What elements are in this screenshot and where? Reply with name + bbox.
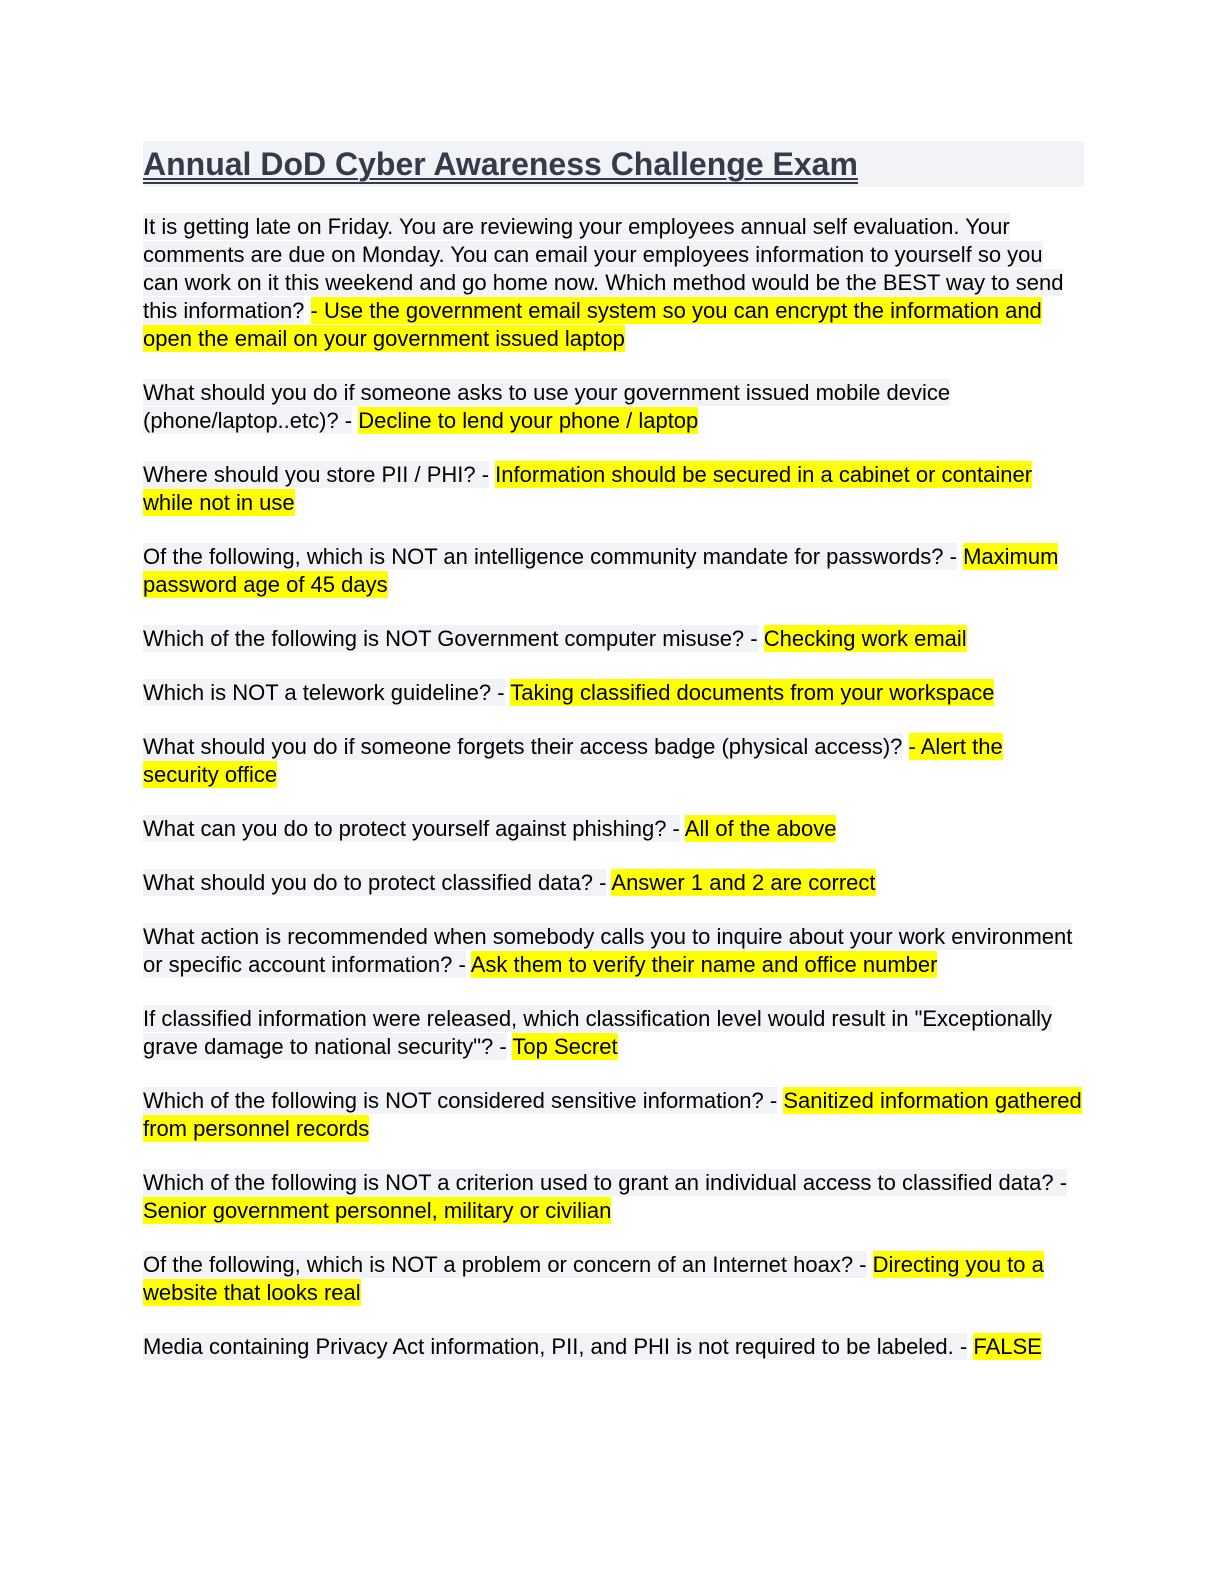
question-text: Which of the following is NOT a criterion used to grant an individual access to classified data? - (143, 1170, 1068, 1195)
question-text: Of the following, which is NOT an intelligence community mandate for passwords? - (143, 544, 957, 569)
qa-item (143, 543, 1084, 599)
question-text: Which of the following is NOT Government computer misuse? - (143, 626, 758, 651)
question-text: Media containing Privacy Act information, PII, and PHI is not required to be labeled. - (143, 1334, 968, 1359)
qa-item (143, 1251, 1084, 1307)
answer-highlight: Checking work email (763, 626, 967, 651)
question-text: What should you do if someone asks to use your government issued mobile device (phone/laptop..etc)? - (143, 380, 951, 433)
qa-item (143, 379, 1084, 435)
answer-highlight: FALSE (973, 1334, 1042, 1359)
answer-highlight: Ask them to verify their name and office number (470, 952, 938, 977)
answer-highlight: Taking classified documents from your workspace (510, 680, 995, 705)
qa-item (143, 1333, 1084, 1361)
answer-highlight: Top Secret (512, 1034, 618, 1059)
qa-item (143, 1087, 1084, 1143)
answer-highlight: - Use the government email system so you can encrypt the information and open the email on your government issued laptop (143, 298, 1042, 351)
page-title (143, 141, 1084, 187)
qa-item (143, 923, 1084, 979)
qa-item (143, 815, 1084, 843)
question-text: What should you do if someone forgets their access badge (physical access)? (143, 734, 903, 759)
question-text: Where should you store PII / PHI? - (143, 462, 490, 487)
qa-item (143, 679, 1084, 707)
answer-highlight: All of the above (684, 816, 837, 841)
answer-highlight: - Alert the security office (143, 734, 1003, 787)
question-text: Which is NOT a telework guideline? - (143, 680, 505, 705)
qa-item (143, 213, 1084, 353)
question-text: Of the following, which is NOT a problem or concern of an Internet hoax? - (143, 1252, 867, 1277)
qa-item (143, 733, 1084, 789)
qa-item (143, 625, 1084, 653)
question-text: What action is recommended when somebody calls you to inquire about your work environment or specific account information? - (143, 924, 1073, 977)
answer-highlight: Sanitized information gathered from personnel records (143, 1088, 1082, 1141)
question-text: What should you do to protect classified data? - (143, 870, 607, 895)
page-title-text: Annual DoD Cyber Awareness Challenge Exam (143, 146, 858, 182)
question-text: If classified information were released, which classification level would result in "Exceptionally grave damage to national security"? - (143, 1006, 1053, 1059)
answer-highlight: Maximum password age of 45 days (143, 544, 1059, 597)
qa-item (143, 1169, 1084, 1225)
qa-item (143, 869, 1084, 897)
qa-item (143, 1005, 1084, 1061)
answer-highlight: Decline to lend your phone / laptop (358, 408, 699, 433)
answer-highlight: Answer 1 and 2 are correct (611, 870, 876, 895)
answer-highlight: Senior government personnel, military or civilian (143, 1198, 612, 1223)
qa-list (143, 213, 1084, 1361)
answer-highlight: Information should be secured in a cabinet or container while not in use (143, 462, 1033, 515)
question-text: It is getting late on Friday. You are reviewing your employees annual self evaluation. Your comments are due on Monday. You can email your employees information to yourself so you can work on it this weekend and go home now. Which method would be the BEST way to send this information? (143, 214, 1064, 323)
question-text: What can you do to protect yourself against phishing? - (143, 816, 680, 841)
qa-item (143, 461, 1084, 517)
answer-highlight: Directing you to a website that looks real (143, 1252, 1044, 1305)
question-text: Which of the following is NOT considered sensitive information? - (143, 1088, 778, 1113)
document-content (143, 141, 1084, 1361)
